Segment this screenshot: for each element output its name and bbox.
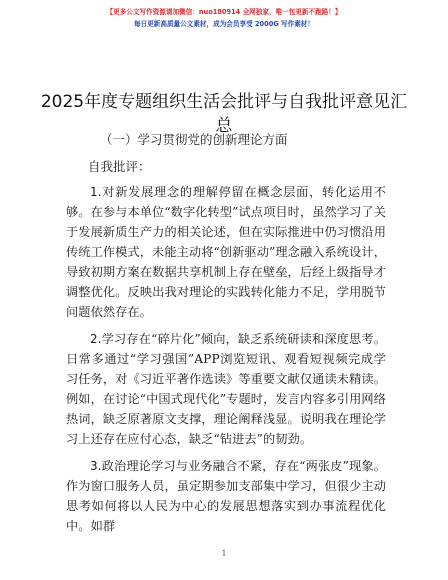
header-banner xyxy=(0,6,448,30)
paragraph-number: 2. xyxy=(90,332,102,346)
paragraph-number: 3. xyxy=(90,459,102,473)
document-title: 2025年度专题组织生活会批评与自我批评意见汇总 xyxy=(40,92,408,136)
paragraph-text: 学习存在“碎片化”倾向，缺乏系统研读和深度思考。日常多通过“学习强国”APP浏览短讯、观看短视频完成学习任务，对《习近平著作选读》等重要文献仅通读未精读。例如，在讨论“中国式现代化”专题时，发言内容多引用网络热词，缺乏原著原文支撑，理论阐释浅显。说明我在理论学习上还存在应付心态，缺乏“钻进去”的韧劲。 xyxy=(66,332,386,446)
banner-line-promo: 【更多公文写作资源请加微信：nuo180914 全网独家，唯一包更新不跑路！】 xyxy=(106,8,342,16)
paragraph-1 xyxy=(66,182,386,322)
paragraph-2 xyxy=(66,329,386,449)
paragraph-number: 1. xyxy=(90,185,102,199)
paragraph-text: 政治理论学习与业务融合不紧，存在“两张皮”现象。作为窗口服务人员，虽定期参加支部集中学习，但很少主动思考如何将以人民为中心的发展思想落实到办事流程优化中。如群 xyxy=(66,459,386,533)
subheading-self-criticism: 自我批评： xyxy=(88,159,151,174)
banner-line-membership: 每日更新高质量公文素材，成为会员享受 2000G 写作素材！ xyxy=(133,20,314,28)
section-heading: （一）学习贯彻党的创新理论方面 xyxy=(100,132,288,147)
page-number: 1 xyxy=(221,549,227,558)
paragraph-3 xyxy=(66,456,386,536)
paragraph-text: 对新发展理念的理解停留在概念层面，转化运用不够。在参与本单位“数字化转型”试点项目时，虽然学习了关于发展新质生产力的相关论述，但在实际推进中仍习惯沿用传统工作模式，未能主动将“创新驱动”理念融入系统设计，导致初期方案在数据共享机制上存在壁垒，后经上级指导才调整优化。反映出我对理论的实践转化能力不足，学用脱节问题依然存在。 xyxy=(66,185,386,319)
